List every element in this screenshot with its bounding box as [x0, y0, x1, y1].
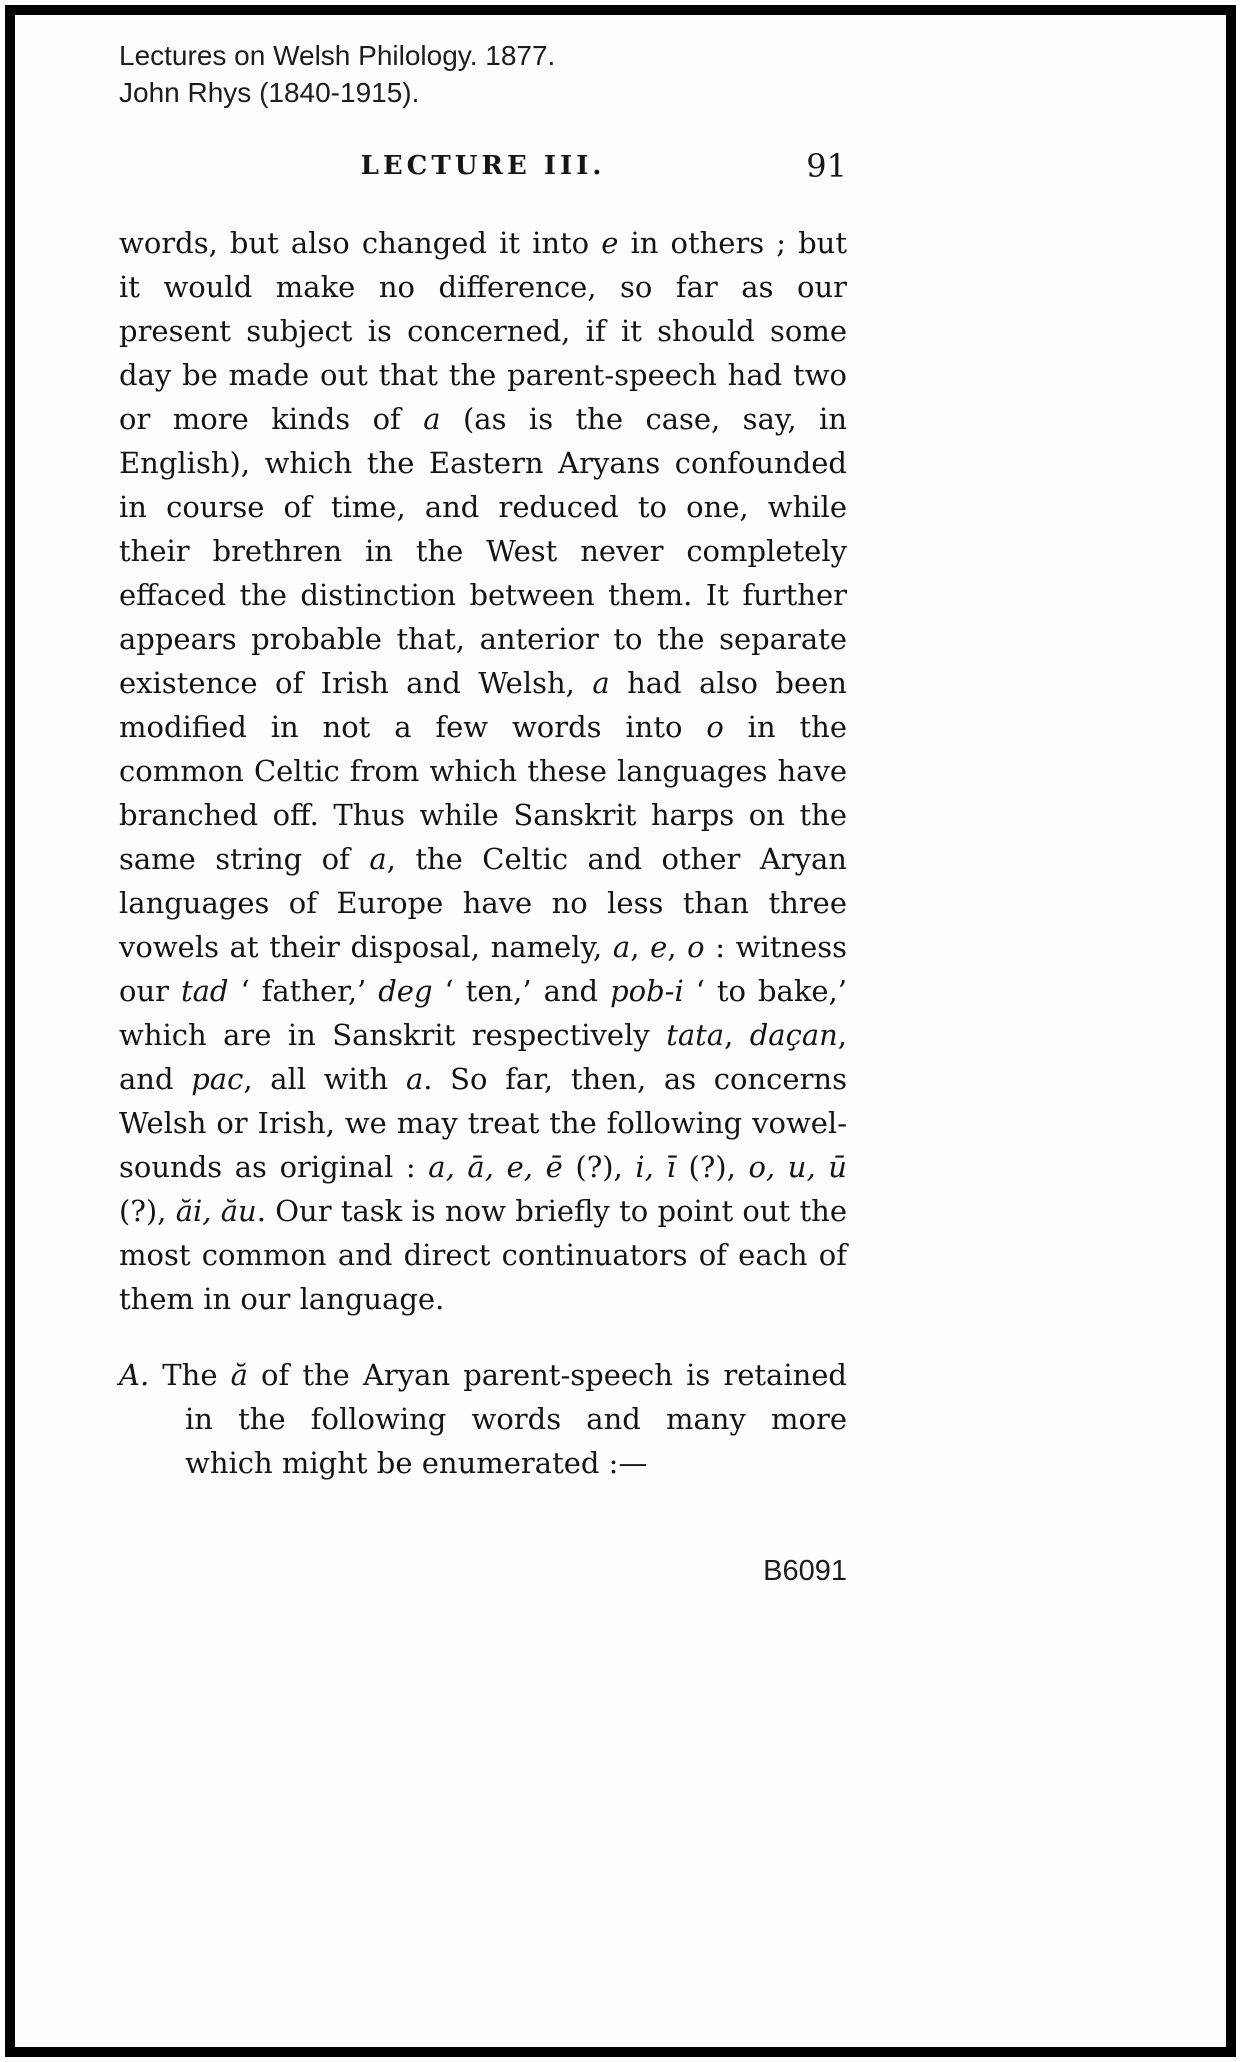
scan-meta-block [119, 37, 1226, 111]
running-header [119, 145, 847, 187]
page-footer [119, 1555, 847, 1588]
meta-author: John Rhys (1840-1915). [119, 77, 420, 108]
meta-book-title: Lectures on Welsh Philology. 1877. [119, 40, 556, 71]
page-number: 91 [806, 147, 847, 185]
section-a-paragraph: A. The ă of the Aryan parent-speech is retained in the following words and many more which might be enumerated :— [119, 1358, 847, 1480]
lecture-title: LECTURE III. [360, 151, 606, 181]
catalog-number: B6091 [763, 1555, 847, 1587]
body-paragraph: words, but also changed it into e in others ; but it would make no difference, so far as our present subject is concerned, if it should some day be made out that the parent-speech had two or more kinds of a (as is the case, say, in English), which the Eastern Aryans confounded in course of time, and reduced to one, while their brethren in the West never completely effaced the distinction between them. It further appears probable that, anterior to the separate existence of Irish and Welsh, a had also been modified in not a few words into o in the common Celtic from which these languages have branched off. Thus while Sanskrit harps on the same string of a, the Celtic and other Aryan languages of Europe have no less than three vowels at their disposal, namely, a, e, o : witness our tad ‘ father,’ deg ‘ ten,’ and pob-i ‘ to bake,’ which are in Sanskrit respectively tata, daçan, and pac, all with a. So far, then, as concerns Welsh or Irish, we may treat the following vowel-sounds as original : a, ā, e, ē (?), i, ī (?), o, u, ū (?), ăi, ău. Our task is now briefly to point out the most common and direct continuators of each of them in our language. [119, 226, 848, 1316]
page-surface [5, 5, 1236, 2057]
